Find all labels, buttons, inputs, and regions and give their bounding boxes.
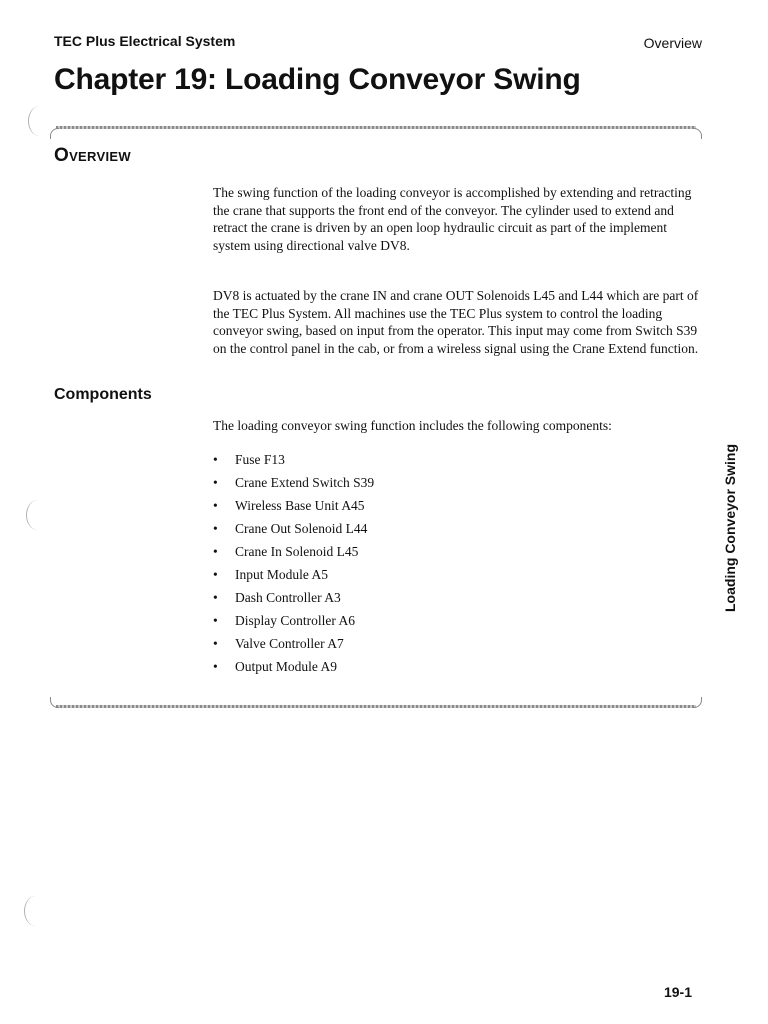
bullet-glyph: • <box>213 475 218 490</box>
rule-corner <box>693 697 702 708</box>
components-intro: The loading conveyor swing function includes the following components: <box>213 418 612 433</box>
chapter-title: Chapter 19: Loading Conveyor Swing <box>54 63 581 96</box>
component-label: Dash Controller A3 <box>235 590 341 605</box>
list-item <box>213 451 374 474</box>
bullet-glyph: • <box>213 498 218 513</box>
running-header-title: TEC Plus Electrical System <box>54 33 236 49</box>
bottom-divider-rule <box>56 705 696 708</box>
rule-corner <box>693 128 702 139</box>
components-heading: Components <box>54 386 152 403</box>
component-label: Crane In Solenoid L45 <box>235 544 359 559</box>
page-number: 19-1 <box>663 984 692 1000</box>
component-label: Valve Controller A7 <box>235 636 344 651</box>
component-label: Crane Out Solenoid L44 <box>235 521 368 536</box>
rule-corner <box>50 697 59 708</box>
list-item <box>213 658 374 681</box>
list-item <box>213 635 374 658</box>
bullet-glyph: • <box>213 544 218 559</box>
punch-hole-mark <box>28 106 51 136</box>
bullet-glyph: • <box>213 636 218 651</box>
bullet-glyph: • <box>213 521 218 536</box>
overview-paragraph-1: The swing function of the loading conveyor is accomplished by extending and retracting the crane that supports the front end of the conveyor. The cylinder used to extend and retract the crane is driven by an open loop hydraulic circuit as part of the implement system using directional valve DV8. <box>213 185 692 253</box>
bullet-glyph: • <box>213 590 218 605</box>
list-item <box>213 543 374 566</box>
punch-hole-mark <box>26 500 49 530</box>
components-list <box>213 451 374 681</box>
list-item <box>213 589 374 612</box>
section-heading-overview: Overview <box>54 145 131 166</box>
top-divider-rule <box>56 126 696 129</box>
chapter-side-tab: Loading Conveyor Swing <box>722 443 738 612</box>
bullet-glyph: • <box>213 567 218 582</box>
component-label: Display Controller A6 <box>235 613 355 628</box>
rule-corner <box>50 128 59 139</box>
component-label: Output Module A9 <box>235 659 338 674</box>
list-item <box>213 474 374 497</box>
component-label: Input Module A5 <box>235 567 328 582</box>
component-label: Wireless Base Unit A45 <box>235 498 365 513</box>
component-label: Fuse F13 <box>235 452 285 467</box>
punch-hole-mark <box>24 896 47 926</box>
list-item <box>213 612 374 635</box>
running-header-section: Overview <box>643 35 702 51</box>
bullet-glyph: • <box>213 452 218 467</box>
overview-paragraph-2: DV8 is actuated by the crane IN and crane OUT Solenoids L45 and L44 which are part of the TEC Plus System. All machines use the TEC Plus system to control the loading conveyor swing, based on input from the operator. This input may come from Switch S39 on the control panel in the cab, or from a wireless signal using the Crane Extend function. <box>213 288 699 356</box>
component-label: Crane Extend Switch S39 <box>235 475 375 490</box>
list-item <box>213 497 374 520</box>
bullet-glyph: • <box>213 613 218 628</box>
list-item <box>213 566 374 589</box>
bullet-glyph: • <box>213 659 218 674</box>
list-item <box>213 520 374 543</box>
